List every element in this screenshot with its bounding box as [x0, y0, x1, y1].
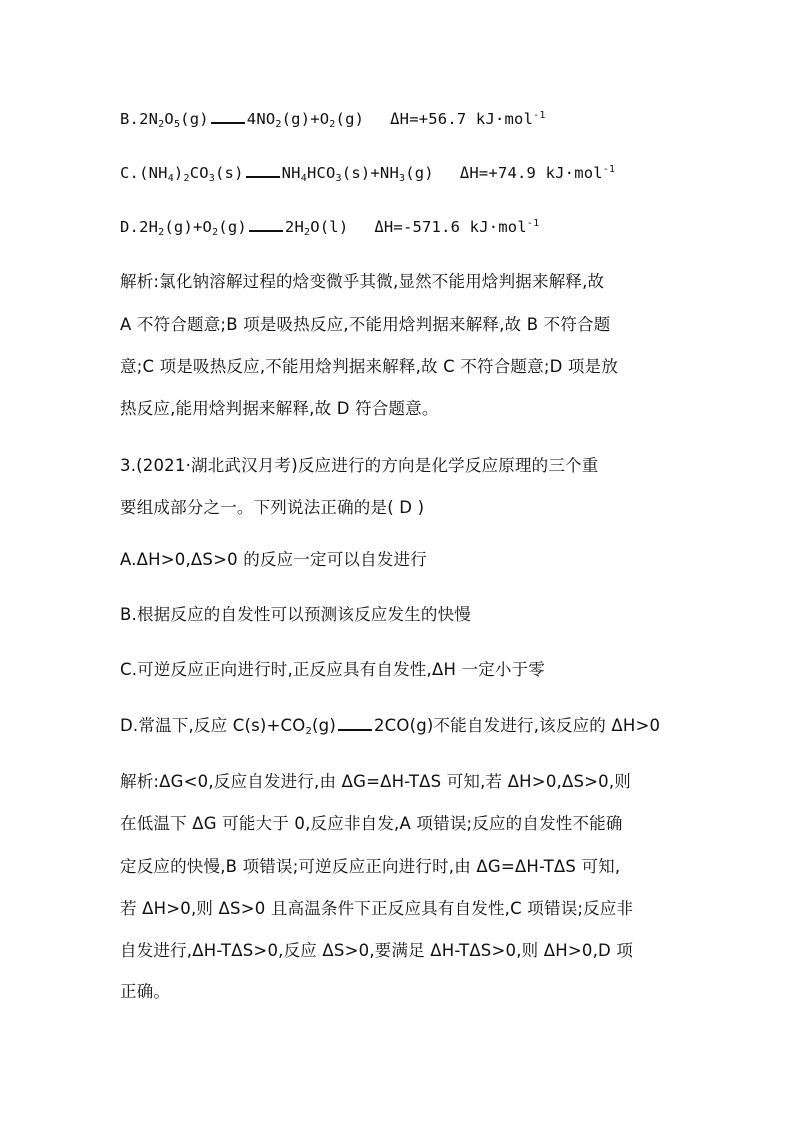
- eq-part: (g): [405, 164, 434, 182]
- eq-part: (g): [312, 716, 336, 735]
- eq-part: (g): [335, 110, 365, 128]
- eq-part: 4NO: [246, 110, 276, 128]
- eq-part: 2H: [284, 218, 304, 236]
- analysis-1-line: 意;C 项是吸热反应,不能用焓判据来解释,故 C 不符合题意;D 项是放: [120, 357, 619, 376]
- option-label: C.: [120, 164, 140, 182]
- eq-part: CO: [189, 164, 209, 182]
- eq-part: ): [173, 164, 184, 182]
- unit-exponent: -1: [602, 164, 616, 175]
- analysis-2-line: 正确。: [120, 982, 171, 1001]
- eq-part: (s)+NH: [341, 164, 399, 182]
- eq-sub: 2: [158, 227, 165, 238]
- option-c-equation: [120, 162, 615, 184]
- eq-part: (g)+O: [164, 218, 213, 236]
- eq-sub: 4: [167, 173, 174, 184]
- eq-sub: 2: [329, 119, 336, 130]
- eq-sub: 5: [173, 119, 181, 130]
- eq-sub: 3: [398, 173, 406, 184]
- question-3-stem: 要组成部分之一。下列说法正确的是( D ): [120, 498, 425, 517]
- reaction-arrow: [211, 122, 245, 124]
- unit-exponent: -1: [526, 218, 540, 229]
- eq-sub: 2: [275, 119, 282, 130]
- question-3-option-c: C.可逆反应正向进行时,正反应具有自发性,ΔH 一定小于零: [120, 660, 545, 679]
- reaction-arrow: [338, 729, 372, 731]
- analysis-1-line: A 不符合题意;B 项是吸热反应,不能用焓判据来解释,故 B 不符合题: [120, 315, 611, 334]
- enthalpy-change: ΔH=+74.9 kJ·mol: [459, 164, 603, 182]
- option-b-equation: [120, 108, 546, 130]
- analysis-2-line: 在低温下 ΔG 可能大于 0,反应非自发,A 项错误;反应的自发性不能确: [120, 814, 623, 833]
- eq-part: 2CO(g)不能自发进行,该反应的 ΔH>0: [373, 716, 661, 735]
- eq-part: (g): [180, 110, 209, 128]
- reaction-arrow: [249, 230, 283, 232]
- eq-sub: 2: [183, 173, 190, 184]
- analysis-2-line: 若 ΔH>0,则 ΔS>0 且高温条件下正反应具有自发性,C 项错误;反应非: [120, 899, 634, 918]
- option-label: B.: [120, 110, 140, 128]
- eq-sub: 2: [212, 227, 219, 238]
- eq-part: NH: [281, 164, 301, 182]
- eq-sub: 3: [208, 173, 216, 184]
- eq-part: (s): [215, 164, 244, 182]
- option-d-equation: [120, 216, 539, 238]
- eq-part: D.常温下,反应 C(s)+CO: [120, 716, 306, 735]
- eq-part: O(l): [310, 218, 349, 236]
- question-3-stem: 3.(2021·湖北武汉月考)反应进行的方向是化学反应原理的三个重: [120, 456, 599, 475]
- question-3-option-d: [120, 715, 660, 737]
- enthalpy-change: ΔH=+56.7 kJ·mol: [390, 110, 534, 128]
- question-3-option-a: A.ΔH>0,ΔS>0 的反应一定可以自发进行: [120, 550, 427, 569]
- eq-part: (g): [218, 218, 247, 236]
- analysis-1-line: 热反应,能用焓判据来解释,故 D 符合题意。: [120, 399, 439, 418]
- reaction-arrow: [246, 176, 280, 178]
- enthalpy-change: ΔH=-571.6 kJ·mol: [374, 218, 527, 236]
- analysis-2-line: 定反应的快慢,B 项错误;可逆反应正向进行时,由 ΔG=ΔH-TΔS 可知,: [120, 857, 621, 876]
- eq-sub: 4: [300, 173, 307, 184]
- eq-part: (g)+O: [281, 110, 330, 128]
- eq-part: HCO: [306, 164, 336, 182]
- question-3-option-b: B.根据反应的自发性可以预测该反应发生的快慢: [120, 605, 471, 624]
- unit-exponent: -1: [533, 110, 546, 121]
- eq-sub: 2: [158, 119, 165, 130]
- eq-part: 2H: [139, 218, 159, 236]
- eq-sub: 3: [335, 173, 342, 184]
- eq-part: (NH: [139, 164, 168, 182]
- eq-part: 2N: [139, 110, 159, 128]
- analysis-2-line: 解析:ΔG<0,反应自发进行,由 ΔG=ΔH-TΔS 可知,若 ΔH>0,ΔS>0,则: [120, 772, 631, 791]
- eq-sub: 2: [303, 227, 311, 238]
- option-label: D.: [120, 218, 140, 236]
- eq-part: O: [164, 110, 174, 128]
- eq-sub: 2: [305, 726, 313, 737]
- analysis-1-line: 解析:氯化钠溶解过程的焓变微乎其微,显然不能用焓判据来解释,故: [120, 272, 605, 291]
- analysis-2-line: 自发进行,ΔH-TΔS>0,反应 ΔS>0,要满足 ΔH-TΔS>0,则 ΔH>0,D 项: [120, 941, 634, 960]
